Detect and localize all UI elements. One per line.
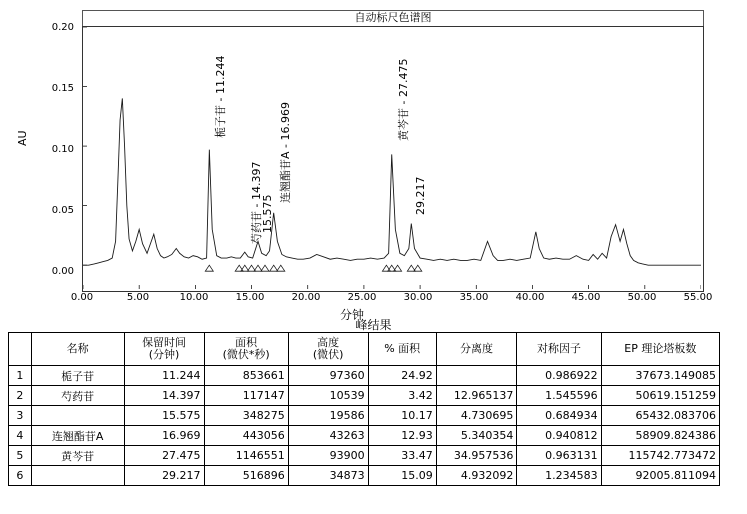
y-tick-0: 0.20 [51, 22, 74, 33]
peak-annotation-lianqiaozhigana: 连翘酯苷A - 16.969 [278, 102, 292, 204]
chart-panel [10, 6, 737, 322]
peak-marker [235, 265, 243, 271]
header-height-line1: 高度 [317, 336, 340, 349]
cell-percent-area: 3.42 [368, 386, 436, 406]
cell-retention-time: 15.575 [124, 406, 204, 426]
cell-resolution: 4.730695 [436, 406, 517, 426]
cell-resolution [436, 366, 517, 386]
header-height [288, 333, 368, 366]
cell-resolution: 5.340354 [436, 426, 517, 446]
peak-annotation-shaoyaogan: 芍药苷 - 14.397 [249, 162, 263, 245]
results-title: 峰结果 [355, 318, 392, 332]
table-row [9, 466, 720, 486]
cell-index: 1 [9, 366, 32, 386]
cell-symmetry: 0.940812 [517, 426, 601, 446]
cell-area: 117147 [204, 386, 288, 406]
cell-name: 芍药苷 [31, 386, 124, 406]
cell-symmetry: 1.545596 [517, 386, 601, 406]
cell-index: 6 [9, 466, 32, 486]
cell-ep-plates: 50619.151259 [601, 386, 719, 406]
cell-name: 连翘酯苷A [31, 426, 124, 446]
cell-area: 1146551 [204, 446, 288, 466]
header-res-line1: 分离度 [460, 342, 494, 355]
header-index [9, 333, 32, 366]
x-tick-5: 25.00 [347, 292, 377, 303]
y-tick-3: 0.05 [51, 205, 74, 216]
header-rt-line1: 保留时间 [142, 336, 187, 349]
results-table [8, 332, 720, 486]
cell-percent-area: 12.93 [368, 426, 436, 446]
header-ep-plates [601, 333, 719, 366]
header-resolution [436, 333, 517, 366]
x-tick-3: 15.00 [235, 292, 265, 303]
header-rt-line2: (分钟) [148, 348, 180, 361]
y-axis-label: AU [16, 130, 29, 146]
cell-index: 4 [9, 426, 32, 446]
header-name [31, 333, 124, 366]
peak-marker [261, 265, 269, 271]
cell-symmetry: 0.963131 [517, 446, 601, 466]
cell-index: 2 [9, 386, 32, 406]
header-retention-time [124, 333, 204, 366]
cell-resolution: 4.932092 [436, 466, 517, 486]
cell-symmetry: 1.234583 [517, 466, 601, 486]
chart-title: 自动标尺色谱图 [82, 10, 704, 28]
x-tick-7: 35.00 [459, 292, 489, 303]
y-tick-2: 0.10 [51, 144, 74, 155]
cell-name: 栀子苷 [31, 366, 124, 386]
cell-index: 5 [9, 446, 32, 466]
cell-index: 3 [9, 406, 32, 426]
peak-marker [277, 265, 285, 271]
results-body [9, 366, 720, 486]
chromatogram-trace [83, 98, 701, 265]
cell-height: 19586 [288, 406, 368, 426]
cell-height: 93900 [288, 446, 368, 466]
x-tick-1: 5.00 [126, 292, 150, 303]
x-tick-2: 10.00 [179, 292, 209, 303]
cell-height: 34873 [288, 466, 368, 486]
cell-percent-area: 10.17 [368, 406, 436, 426]
header-area-line1: 面积 [235, 336, 258, 349]
cell-retention-time: 14.397 [124, 386, 204, 406]
cell-percent-area: 33.47 [368, 446, 436, 466]
cell-height: 97360 [288, 366, 368, 386]
header-sym-line1: 对称因子 [536, 342, 581, 355]
table-row [9, 426, 720, 446]
header-percent-area [368, 333, 436, 366]
results-table-wrap [8, 332, 720, 486]
peak-annotation-15575: 15.575 [261, 194, 274, 234]
cell-area: 853661 [204, 366, 288, 386]
header-name-line1: 名称 [66, 342, 89, 355]
cell-retention-time: 16.969 [124, 426, 204, 446]
cell-symmetry: 0.986922 [517, 366, 601, 386]
peak-annotation-huangqingan: 黄芩苷 - 27.475 [396, 58, 410, 141]
y-tick-1: 0.15 [51, 83, 74, 94]
cell-name [31, 406, 124, 426]
cell-retention-time: 11.244 [124, 366, 204, 386]
x-tick-9: 45.00 [571, 292, 601, 303]
cell-ep-plates: 37673.149085 [601, 366, 719, 386]
cell-area: 443056 [204, 426, 288, 446]
peak-marker [270, 265, 278, 271]
cell-ep-plates: 65432.083706 [601, 406, 719, 426]
cell-area: 516896 [204, 466, 288, 486]
cell-percent-area: 24.92 [368, 366, 436, 386]
cell-resolution: 34.957536 [436, 446, 517, 466]
peak-marker [241, 265, 249, 271]
peak-marker [382, 265, 390, 271]
cell-height: 10539 [288, 386, 368, 406]
cell-retention-time: 29.217 [124, 466, 204, 486]
cell-percent-area: 15.09 [368, 466, 436, 486]
cell-ep-plates: 115742.773472 [601, 446, 719, 466]
cell-area: 348275 [204, 406, 288, 426]
header-pct-line1: % 面积 [384, 342, 421, 355]
cell-symmetry: 0.684934 [517, 406, 601, 426]
cell-retention-time: 27.475 [124, 446, 204, 466]
x-tick-11: 55.00 [683, 292, 713, 303]
header-area [204, 333, 288, 366]
header-symmetry [517, 333, 601, 366]
table-row [9, 406, 720, 426]
cell-name [31, 466, 124, 486]
cell-ep-plates: 58909.824386 [601, 426, 719, 446]
header-height-line2: (微伏) [312, 348, 344, 361]
table-header-row [9, 333, 720, 366]
peak-annotation-29217: 29.217 [414, 176, 428, 215]
x-axis-label: 分钟 [340, 308, 365, 322]
y-tick-4: 0.00 [51, 266, 74, 277]
cell-ep-plates: 92005.811094 [601, 466, 719, 486]
x-tick-6: 30.00 [403, 292, 433, 303]
table-row [9, 366, 720, 386]
table-row [9, 446, 720, 466]
peak-marker [205, 265, 213, 271]
peak-annotation-zhizigan: 栀子苷 - 11.244 [214, 55, 228, 138]
x-tick-0: 0.00 [70, 292, 94, 303]
cell-resolution: 12.965137 [436, 386, 517, 406]
x-tick-4: 20.00 [291, 292, 321, 303]
cell-height: 43263 [288, 426, 368, 446]
table-row [9, 386, 720, 406]
cell-name: 黄芩苷 [31, 446, 124, 466]
header-ep-line1: EP 理论塔板数 [624, 342, 697, 355]
plot-area [82, 26, 704, 292]
x-tick-10: 50.00 [627, 292, 657, 303]
x-tick-8: 40.00 [515, 292, 545, 303]
header-area-line2: (微伏*秒) [222, 348, 270, 361]
